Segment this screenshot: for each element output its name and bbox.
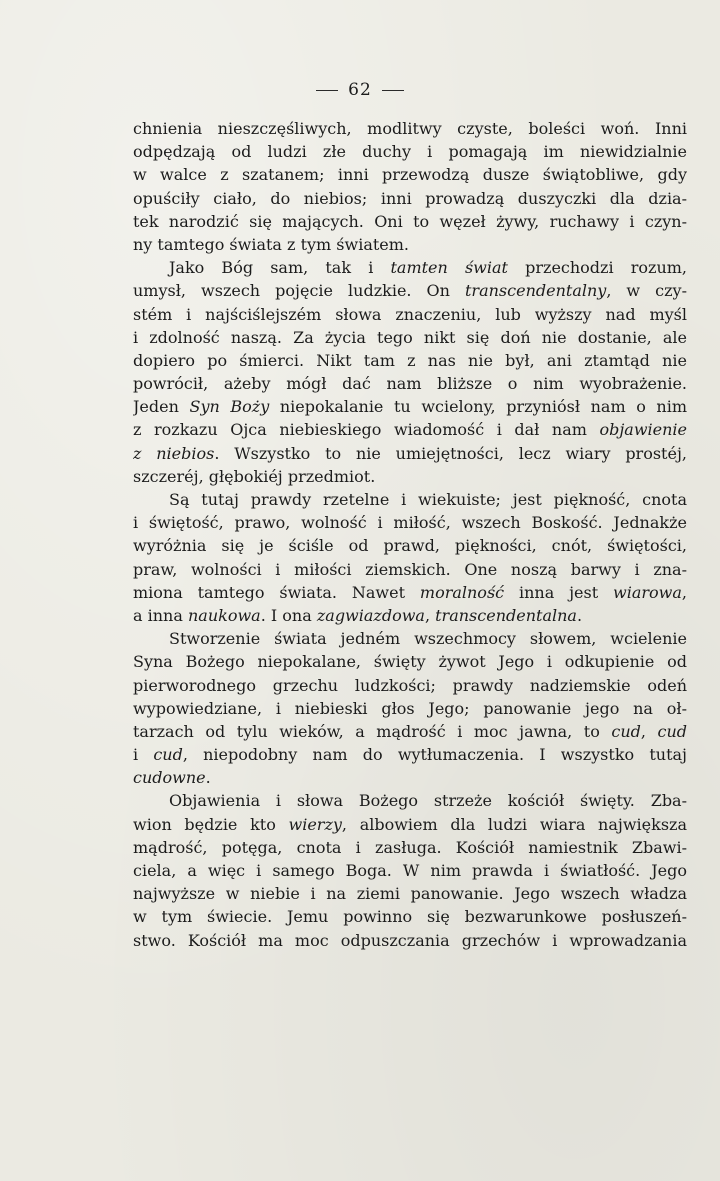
text-line: mądrość, potęga, cnota i zasługa. Kościół namiestnik Zbawi- [133,837,687,857]
page-header [0,80,720,100]
body-text [133,117,687,952]
text-line: wyróżnia się je ściśle od prawd, piękności, cnót, świętości, [133,536,687,556]
text-line: szczeréj, głębokiéj przedmiot. [133,466,376,486]
text-line: cudowne. [133,768,211,788]
text-line: umysł, wszech pojęcie ludzkie. On transcendentalny, w czy- [133,281,687,301]
text-line: wypowiedziane, i niebieski głos Jego; panowanie jego na oł- [133,698,687,718]
text-line: stém i najściślejszém słowa znaczeniu, lub wyższy nad myśl [133,304,687,324]
text-line: praw, wolności i miłości ziemskich. One noszą barwy i zna- [133,559,687,579]
page-number: 62 [348,80,372,100]
text-line: i świętość, prawo, wolność i miłość, wszech Boskość. Jednakże [133,513,687,533]
text-line: tarzach od tylu wieków, a mądrość i moc jawna, to cud, cud [133,721,687,741]
text-line: dopiero po śmierci. Nikt tam z nas nie był, ani ztamtąd nie [133,350,687,370]
text-line: odpędzają od ludzi złe duchy i pomagają im niewidzialnie [133,142,687,162]
text-line: stwo. Kościół ma moc odpuszczania grzechów i wprowadzania [133,930,687,950]
text-line: w tym świecie. Jemu powinno się bezwarunkowe posłuszeń- [133,907,687,927]
text-line: a inna naukowa. I ona zagwiazdowa, transcendentalna. [133,605,583,625]
text-line: ny tamtego świata z tym światem. [133,234,410,254]
text-line: Jeden Syn Boży niepokalanie tu wcielony, przyniósł nam o nim [133,397,687,417]
text-line: z rozkazu Ojca niebieskiego wiadomość i dał nam objawienie [133,420,687,440]
text-line: powrócił, ażeby mógł dać nam bliższe o nim wyobrażenie. [133,374,687,394]
header-dash-right [382,90,404,91]
text-line: i zdolność naszą. Za życia tego nikt się doń nie dostanie, ale [133,327,687,347]
text-line: tek narodzić się mających. Oni to węzeł żywy, ruchawy i czyn- [133,211,687,231]
text-line: w walce z szatanem; inni przewodzą dusze świątobliwe, gdy [133,165,687,185]
text-line: opuściły ciało, do niebios; inni prowadzą duszyczki dla dzia- [133,188,687,208]
text-line: najwyższe w niebie i na ziemi panowanie. Jego wszech władza [133,884,687,904]
text-line: Syna Bożego niepokalane, święty żywot Jego i odkupienie od [133,652,687,672]
text-line: chnienia nieszczęśliwych, modlitwy czyste, boleści woń. Inni [133,119,687,138]
text-line: Objawienia i słowa Bożego strzeże kościół święty. Zba- [169,791,687,811]
text-line: Są tutaj prawdy rzetelne i wiekuiste; jest piękność, cnota [169,490,687,509]
text-line: ciela, a więc i samego Boga. W nim prawda i światłość. Jego [133,861,687,880]
text-line: miona tamtego świata. Nawet moralność inna jest wiarowa, [133,582,687,602]
text-line: i cud, niepodobny nam do wytłumaczenia. I wszystko tutaj [133,745,687,765]
header-dash-left [316,90,338,91]
text-line: wion będzie kto wierzy, albowiem dla ludzi wiara największa [133,814,687,834]
text-line: Stworzenie świata jedném wszechmocy słowem, wcielenie [169,629,687,649]
text-line: Jako Bóg sam, tak i tamten świat przechodzi rozum, [169,258,687,278]
text-line: z niebios. Wszystko to nie umiejętności, lecz wiary prostéj, [133,443,687,463]
text-line: pierworodnego grzechu ludzkości; prawdy nadziemskie odeń [133,675,687,695]
